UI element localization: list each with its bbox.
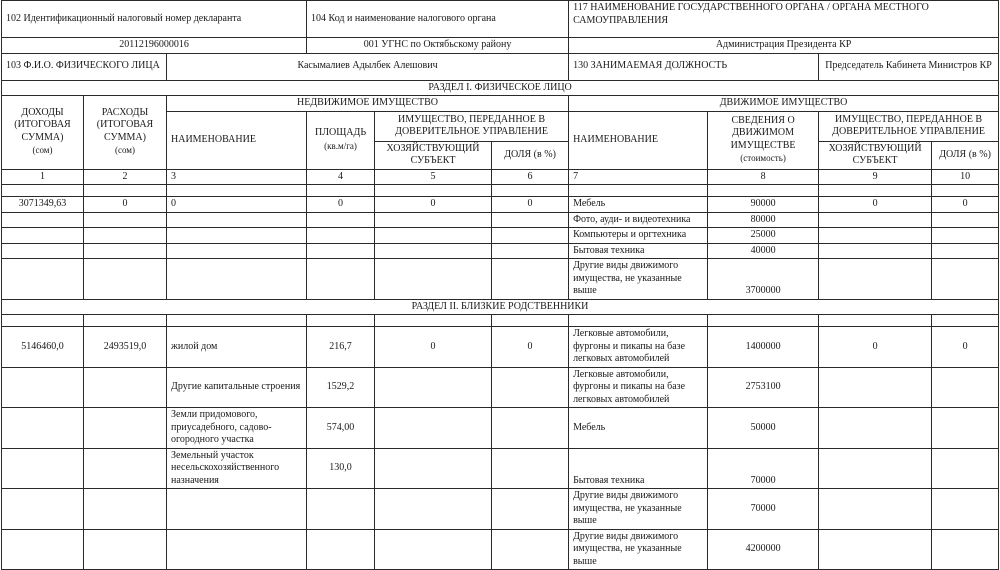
cell-income xyxy=(2,529,84,570)
field-103-value: Касымалиев Адылбек Алешович xyxy=(167,53,569,80)
cell-area xyxy=(307,243,375,259)
cell-re-entity xyxy=(375,259,492,300)
cell-area: 574,00 xyxy=(307,408,375,449)
cell-income xyxy=(2,259,84,300)
cell-mv-value: 50000 xyxy=(708,408,819,449)
col-number: 6 xyxy=(492,169,569,185)
cell-expenses xyxy=(84,243,167,259)
cell-re-entity xyxy=(375,448,492,489)
cell-re-entity xyxy=(375,228,492,244)
col-number: 1 xyxy=(2,169,84,185)
cell-re-name xyxy=(167,489,307,530)
cell-re-entity xyxy=(375,489,492,530)
cell-mv-value: 1400000 xyxy=(708,327,819,368)
table-row xyxy=(2,259,999,300)
cell-expenses xyxy=(84,212,167,228)
table-row xyxy=(2,367,999,408)
cell-mv-entity xyxy=(819,367,932,408)
cell-mv-share xyxy=(932,529,999,570)
col-number: 4 xyxy=(307,169,375,185)
cell-re-entity xyxy=(375,529,492,570)
declaration-table xyxy=(1,0,999,570)
cell-mv-name: Бытовая техника xyxy=(569,243,708,259)
cell-mv-entity: 0 xyxy=(819,327,932,368)
cell-mv-share xyxy=(932,367,999,408)
col-number: 8 xyxy=(708,169,819,185)
field-117-value: Администрация Президента КР xyxy=(569,38,999,54)
cell-mv-entity xyxy=(819,228,932,244)
cell-re-share xyxy=(492,529,569,570)
cell-mv-value: 90000 xyxy=(708,197,819,213)
section-1-body xyxy=(2,197,999,300)
cell-mv-entity xyxy=(819,212,932,228)
cell-re-share: 0 xyxy=(492,327,569,368)
table-row xyxy=(2,212,999,228)
cell-mv-name: Компьютеры и оргтехника xyxy=(569,228,708,244)
table-row xyxy=(2,529,999,570)
cell-mv-name: Фото, ауди- и видеотехника xyxy=(569,212,708,228)
cell-income: 5146460,0 xyxy=(2,327,84,368)
field-102-label: 102 Идентификационный налоговый номер декларанта xyxy=(2,1,307,38)
field-130-label: 130 ЗАНИМАЕМАЯ ДОЛЖНОСТЬ xyxy=(569,53,819,80)
field-104-value: 001 УГНС по Октябьскому району xyxy=(307,38,569,54)
field-117-label: 117 НАИМЕНОВАНИЕ ГОСУДАРСТВЕННОГО ОРГАНА / ОРГАНА МЕСТНОГО САМОУПРАВЛЕНИЯ xyxy=(569,1,999,38)
cell-re-share xyxy=(492,228,569,244)
cell-re-share xyxy=(492,408,569,449)
cell-re-entity: 0 xyxy=(375,197,492,213)
cell-re-name xyxy=(167,212,307,228)
table-row xyxy=(2,228,999,244)
cell-area xyxy=(307,212,375,228)
col-expenses-header: РАСХОДЫ (ИТОГОВАЯ СУММА) (сом) xyxy=(84,96,167,170)
cell-re-entity xyxy=(375,243,492,259)
cell-mv-entity xyxy=(819,489,932,530)
cell-mv-entity xyxy=(819,529,932,570)
column-numbers-row xyxy=(2,169,999,185)
col-re-name-header: НАИМЕНОВАНИЕ xyxy=(167,111,307,169)
table-row xyxy=(2,448,999,489)
cell-expenses xyxy=(84,489,167,530)
cell-mv-share xyxy=(932,228,999,244)
table-row xyxy=(2,243,999,259)
cell-expenses: 2493519,0 xyxy=(84,327,167,368)
cell-expenses xyxy=(84,228,167,244)
cell-re-name: 0 xyxy=(167,197,307,213)
cell-mv-name: Другие виды движимого имущества, не указанные выше xyxy=(569,259,708,300)
cell-mv-share xyxy=(932,489,999,530)
cell-expenses xyxy=(84,259,167,300)
cell-expenses xyxy=(84,367,167,408)
cell-expenses: 0 xyxy=(84,197,167,213)
field-130-value: Председатель Кабинета Министров КР xyxy=(819,53,999,80)
col-number: 2 xyxy=(84,169,167,185)
cell-mv-share xyxy=(932,259,999,300)
cell-income xyxy=(2,448,84,489)
mv-entity-header: ХОЗЯЙСТВУЮЩИЙ СУБЪЕКТ xyxy=(819,141,932,169)
field-103-label: 103 Ф.И.О. ФИЗИЧЕСКОГО ЛИЦА xyxy=(2,53,167,80)
cell-re-entity xyxy=(375,367,492,408)
cell-area xyxy=(307,489,375,530)
col-number: 9 xyxy=(819,169,932,185)
spacer-row xyxy=(2,315,999,327)
cell-mv-name: Другие виды движимого имущества, не указанные выше xyxy=(569,529,708,570)
cell-area xyxy=(307,228,375,244)
cell-re-name: Земли придомового, приусадебного, садово-огородного участка xyxy=(167,408,307,449)
col-number: 3 xyxy=(167,169,307,185)
cell-re-name xyxy=(167,529,307,570)
cell-mv-name: Легковые автомобили, фургоны и пикапы на базе легковых автомобилей xyxy=(569,327,708,368)
cell-re-share xyxy=(492,259,569,300)
cell-mv-name: Бытовая техника xyxy=(569,448,708,489)
re-entity-header: ХОЗЯЙСТВУЮЩИЙ СУБЪЕКТ xyxy=(375,141,492,169)
cell-mv-value: 4200000 xyxy=(708,529,819,570)
cell-re-name: Другие капитальные строения xyxy=(167,367,307,408)
cell-mv-value: 2753100 xyxy=(708,367,819,408)
spacer-row xyxy=(2,185,999,197)
cell-income xyxy=(2,228,84,244)
col-number: 5 xyxy=(375,169,492,185)
cell-income: 3071349,63 xyxy=(2,197,84,213)
col-number: 10 xyxy=(932,169,999,185)
cell-re-name xyxy=(167,243,307,259)
cell-re-entity: 0 xyxy=(375,327,492,368)
cell-income xyxy=(2,212,84,228)
table-row xyxy=(2,197,999,213)
cell-re-name xyxy=(167,228,307,244)
cell-re-share xyxy=(492,489,569,530)
re-trust-header: ИМУЩЕСТВО, ПЕРЕДАННОЕ В ДОВЕРИТЕЛЬНОЕ УПРАВЛЕНИЕ xyxy=(375,111,569,141)
cell-re-entity xyxy=(375,408,492,449)
cell-mv-entity xyxy=(819,448,932,489)
movable-header: ДВИЖИМОЕ ИМУЩЕСТВО xyxy=(569,96,999,112)
col-number: 7 xyxy=(569,169,708,185)
table-row xyxy=(2,489,999,530)
cell-mv-value: 25000 xyxy=(708,228,819,244)
cell-mv-entity xyxy=(819,243,932,259)
cell-re-name: жилой дом xyxy=(167,327,307,368)
cell-mv-share xyxy=(932,408,999,449)
cell-re-share xyxy=(492,243,569,259)
cell-mv-entity: 0 xyxy=(819,197,932,213)
mv-share-header: ДОЛЯ (в %) xyxy=(932,141,999,169)
cell-expenses xyxy=(84,529,167,570)
col-mv-info-header: СВЕДЕНИЯ О ДВИЖИМОМ ИМУЩЕСТВЕ (стоимость) xyxy=(708,111,819,169)
mv-trust-header: ИМУЩЕСТВО, ПЕРЕДАННОЕ В ДОВЕРИТЕЛЬНОЕ УПРАВЛЕНИЕ xyxy=(819,111,999,141)
cell-mv-entity xyxy=(819,408,932,449)
cell-mv-share xyxy=(932,212,999,228)
cell-re-entity xyxy=(375,212,492,228)
cell-mv-name: Мебель xyxy=(569,197,708,213)
cell-re-name: Земельный участок несельскохозяйственного назначения xyxy=(167,448,307,489)
cell-mv-share: 0 xyxy=(932,327,999,368)
cell-income xyxy=(2,489,84,530)
re-share-header: ДОЛЯ (в %) xyxy=(492,141,569,169)
col-area-header: ПЛОЩАДЬ (кв.м/га) xyxy=(307,111,375,169)
cell-re-share xyxy=(492,212,569,228)
cell-re-share xyxy=(492,367,569,408)
cell-income xyxy=(2,367,84,408)
cell-mv-share xyxy=(932,448,999,489)
cell-mv-name: Легковые автомобили, фургоны и пикапы на базе легковых автомобилей xyxy=(569,367,708,408)
cell-mv-share: 0 xyxy=(932,197,999,213)
cell-mv-value: 40000 xyxy=(708,243,819,259)
field-102-value: 20112196000016 xyxy=(2,38,307,54)
cell-expenses xyxy=(84,448,167,489)
cell-area: 1529,2 xyxy=(307,367,375,408)
section-2-title: РАЗДЕЛ II. БЛИЗКИЕ РОДСТВЕННИКИ xyxy=(2,299,999,315)
section-2-body xyxy=(2,327,999,570)
table-row xyxy=(2,327,999,368)
cell-mv-name: Другие виды движимого имущества, не указанные выше xyxy=(569,489,708,530)
section-1-title: РАЗДЕЛ I. ФИЗИЧЕСКОЕ ЛИЦО xyxy=(2,80,999,96)
cell-mv-value: 70000 xyxy=(708,489,819,530)
cell-income xyxy=(2,408,84,449)
cell-area: 0 xyxy=(307,197,375,213)
cell-mv-value: 70000 xyxy=(708,448,819,489)
col-income-header: ДОХОДЫ (ИТОГОВАЯ СУММА) (сом) xyxy=(2,96,84,170)
cell-mv-name: Мебель xyxy=(569,408,708,449)
cell-re-share: 0 xyxy=(492,197,569,213)
table-row xyxy=(2,408,999,449)
cell-mv-value: 80000 xyxy=(708,212,819,228)
cell-area: 216,7 xyxy=(307,327,375,368)
cell-mv-share xyxy=(932,243,999,259)
cell-mv-value: 3700000 xyxy=(708,259,819,300)
cell-expenses xyxy=(84,408,167,449)
cell-mv-entity xyxy=(819,259,932,300)
field-104-label: 104 Код и наименование налогового органа xyxy=(307,1,569,38)
real-estate-header: НЕДВИЖИМОЕ ИМУЩЕСТВО xyxy=(167,96,569,112)
cell-area xyxy=(307,259,375,300)
cell-re-name xyxy=(167,259,307,300)
cell-income xyxy=(2,243,84,259)
cell-re-share xyxy=(492,448,569,489)
cell-area xyxy=(307,529,375,570)
cell-area: 130,0 xyxy=(307,448,375,489)
col-mv-name-header: НАИМЕНОВАНИЕ xyxy=(569,111,708,169)
